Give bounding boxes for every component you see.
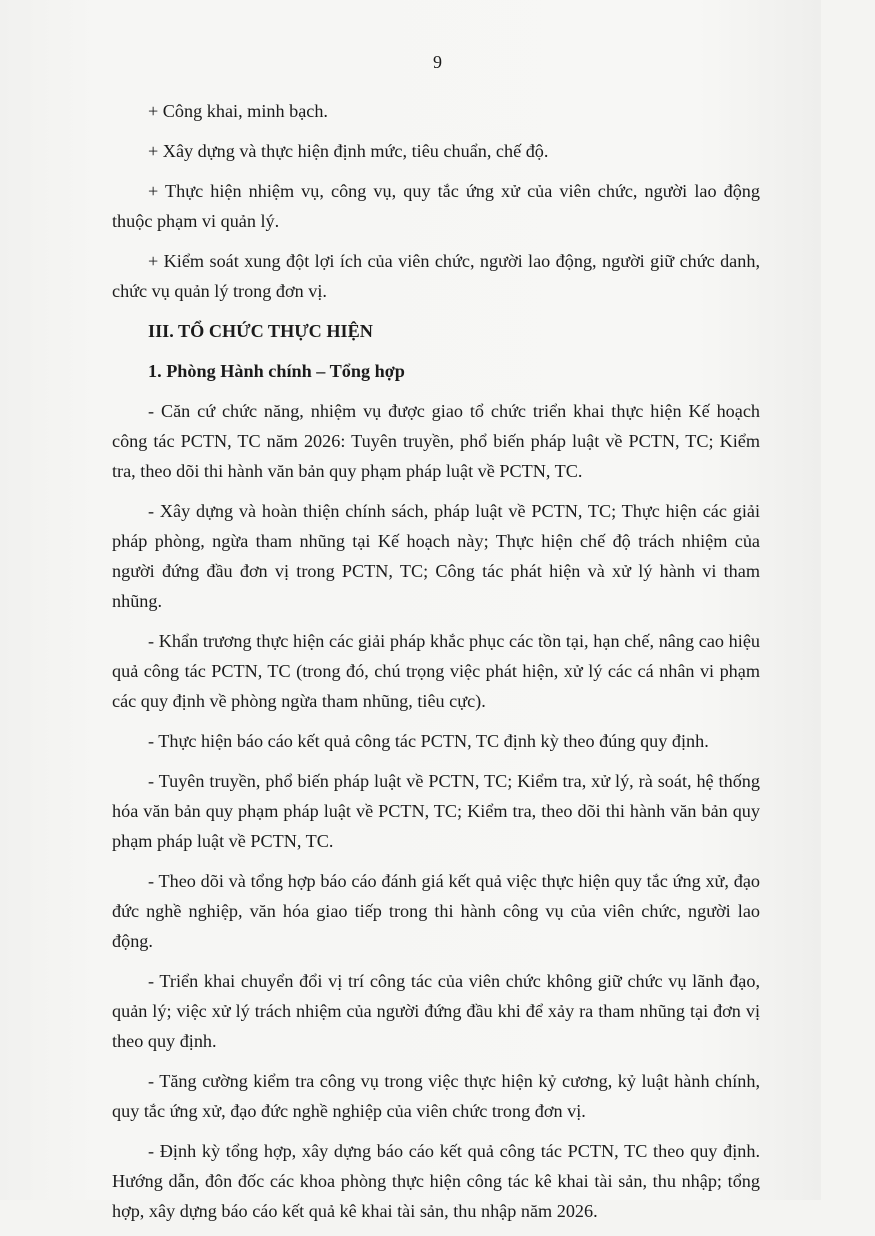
document-body (112, 96, 760, 1236)
paragraph: - Tăng cường kiểm tra công vụ trong việc thực hiện kỷ cương, kỷ luật hành chính, quy tắc ứng xử, đạo đức nghề nghiệp của viên chức trong đơn vị. (112, 1071, 760, 1121)
paragraph: - Xây dựng và hoàn thiện chính sách, pháp luật về PCTN, TC; Thực hiện các giải pháp phòng, ngừa tham nhũng tại Kế hoạch này; Thực hiện chế độ trách nhiệm của người đứng đầu đơn vị trong PCTN, TC; Công tác phát hiện và xử lý hành vi tham nhũng. (112, 501, 760, 611)
bullet-item: + Công khai, minh bạch. (148, 101, 328, 121)
paragraph: - Thực hiện báo cáo kết quả công tác PCTN, TC định kỳ theo đúng quy định. (148, 731, 709, 751)
paragraph: - Căn cứ chức năng, nhiệm vụ được giao tổ chức triển khai thực hiện Kế hoạch công tác PCTN, TC năm 2026: Tuyên truyền, phổ biến pháp luật về PCTN, TC; Kiểm tra, theo dõi thi hành văn bản quy phạm pháp luật về PCTN, TC. (112, 401, 760, 481)
paragraph: - Khẩn trương thực hiện các giải pháp khắc phục các tồn tại, hạn chế, nâng cao hiệu quả công tác PCTN, TC (trong đó, chú trọng việc phát hiện, xử lý các cá nhân vi phạm các quy định về phòng ngừa tham nhũng, tiêu cực). (112, 631, 760, 711)
bullet-item: + Kiểm soát xung đột lợi ích của viên chức, người lao động, người giữ chức danh, chức vụ quản lý trong đơn vị. (112, 251, 760, 301)
bullet-item: + Xây dựng và thực hiện định mức, tiêu chuẩn, chế độ. (148, 141, 549, 161)
section-heading: III. TỔ CHỨC THỰC HIỆN (148, 321, 373, 341)
page-number: 9 (433, 52, 442, 72)
paragraph: - Tuyên truyền, phổ biến pháp luật về PCTN, TC; Kiểm tra, xử lý, rà soát, hệ thống hóa văn bản quy phạm pháp luật về PCTN, TC; Kiểm tra, theo dõi thi hành văn bản quy phạm pháp luật về PCTN, TC. (112, 771, 760, 851)
paragraph: - Theo dõi và tổng hợp báo cáo đánh giá kết quả việc thực hiện quy tắc ứng xử, đạo đức nghề nghiệp, văn hóa giao tiếp trong thi hành công vụ của viên chức, người lao động. (112, 871, 760, 951)
paragraph: - Triển khai chuyển đổi vị trí công tác của viên chức không giữ chức vụ lãnh đạo, quản lý; việc xử lý trách nhiệm của người đứng đầu khi để xảy ra tham nhũng tại đơn vị theo quy định. (112, 971, 760, 1051)
paragraph: - Định kỳ tổng hợp, xây dựng báo cáo kết quả công tác PCTN, TC theo quy định. Hướng dẫn, đôn đốc các khoa phòng thực hiện công tác kê khai tài sản, thu nhập; tổng hợp, xây dựng báo cáo kết quả kê khai tài sản, thu nhập năm 2026. (112, 1141, 760, 1221)
subsection-heading: 1. Phòng Hành chính – Tổng hợp (148, 361, 405, 381)
bullet-item: + Thực hiện nhiệm vụ, công vụ, quy tắc ứng xử của viên chức, người lao động thuộc phạm vi quản lý. (112, 181, 760, 231)
